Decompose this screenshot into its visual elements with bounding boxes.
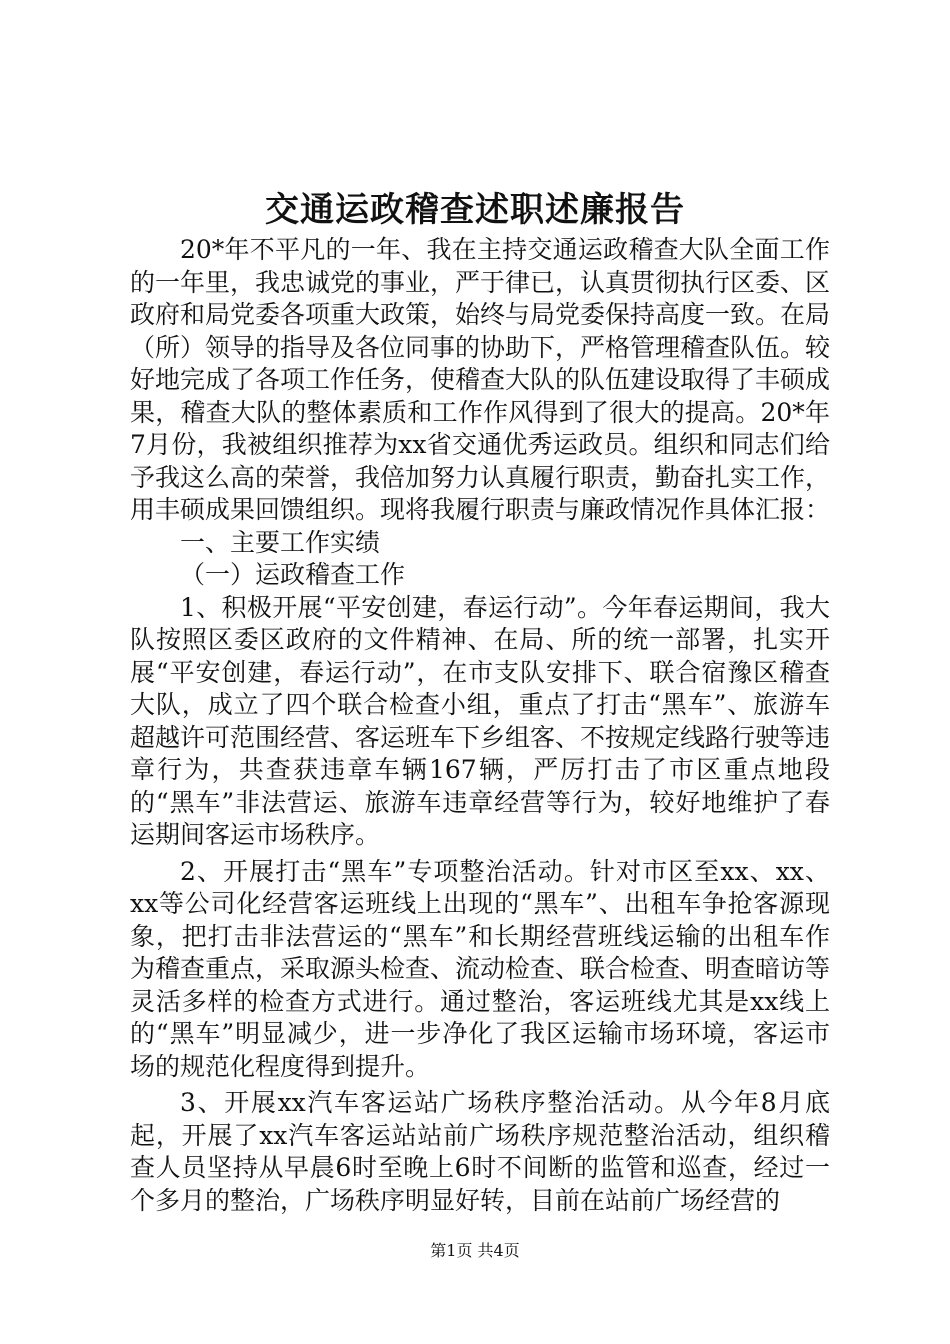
- document-body: [130, 234, 830, 1217]
- paragraph-intro: 20*年不平凡的一年、我在主持交通运政稽查大队全面工作的一年里，我忠诚党的事业，严于律已，认真贯彻执行区委、区政府和局党委各项重大政策，始终与局党委保持高度一致。在局（所）领导的指导及各位同事的协助下，严格管理稽查队伍。较好地完成了各项工作任务，使稽查大队的队伍建设取得了丰硕成果，稽查大队的整体素质和工作作风得到了很大的提高。20*年7月份，我被组织推荐为xx省交通优秀运政员。组织和同志们给予我这么高的荣誉，我倍加努力认真履行职责，勤奋扎实工作，用丰硕成果回馈组织。现将我履行职责与廉政情况作具体汇报：: [130, 235, 831, 524]
- document-title: 交通运政稽查述职述廉报告: [265, 190, 685, 230]
- paragraph-item-2: 2、开展打击“黑车”专项整治活动。针对市区至xx、xx、xx等公司化经营客运班线上出现的“黑车”、出租车争抢客源现象，把打击非法营运的“黑车”和长期经营班线运输的出租车作为稽查重点，采取源头检查、流动检查、联合检查、明查暗访等灵活多样的检查方式进行。通过整治，客运班线尤其是xx线上的“黑车”明显减少，进一步净化了我区运输市场环境，客运市场的规范化程度得到提升。: [130, 856, 831, 1081]
- heading-main-achievements: 一、主要工作实绩: [180, 527, 381, 557]
- paragraph-item-1: 1、积极开展“平安创建，春运行动”。今年春运期间，我大队按照区委区政府的文件精神、在局、所的统一部署，扎实开展“平安创建，春运行动”，在市支队安排下、联合宿豫区稽查大队，成立了四个联合检查小组，重点了打击“黑车”、旅游车超越许可范围经营、客运班车下乡组客、不按规定线路行驶等违章行为，共查获违章车辆167辆，严厉打击了市区重点地段的“黑车”非法营运、旅游车违章经营等行为，较好地维护了春运期间客运市场秩序。: [130, 592, 831, 849]
- paragraph-item-3: 3、开展xx汽车客运站广场秩序整治活动。从今年8月底起，开展了xx汽车客运站站前广场秩序规范整治活动，组织稽查人员坚持从早晨6时至晚上6时不间断的监管和巡查，经过一个多月的整治，广场秩序明显好转，目前在站前广场经营的: [130, 1088, 830, 1215]
- page-number-footer: 第1页 共4页: [430, 1241, 520, 1260]
- subheading-inspection-work: （一）运政稽查工作: [180, 560, 406, 589]
